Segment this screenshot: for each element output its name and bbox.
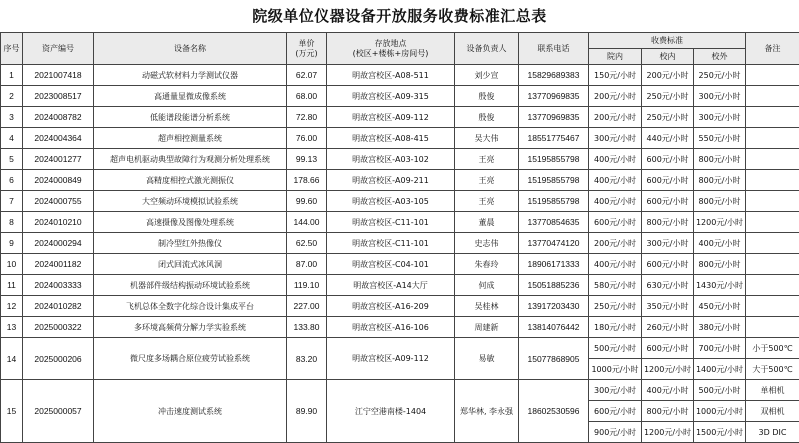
cell-price: 133.80 [287, 317, 327, 338]
cell-phone: 15195855798 [519, 191, 589, 212]
cell-price: 62.07 [287, 65, 327, 86]
cell-remark [746, 107, 799, 128]
cell-price: 72.80 [287, 107, 327, 128]
header-price: 单价 (万元) [287, 33, 327, 65]
cell-fee-inside: 200元/小时 [589, 86, 642, 107]
cell-manager: 王亮 [455, 149, 519, 170]
table-row [1, 212, 799, 233]
cell-price: 144.00 [287, 212, 327, 233]
cell-price: 99.13 [287, 149, 327, 170]
cell-fee-inside: 300元/小时 [589, 380, 642, 401]
cell-location: 明故宫校区-A03-102 [327, 149, 455, 170]
cell-fee-outside: 250元/小时 [694, 65, 746, 86]
cell-location: 明故宫校区-C11-101 [327, 233, 455, 254]
cell-remark [746, 65, 799, 86]
cell-name: 制冷型红外热像仪 [94, 233, 287, 254]
cell-phone: 15829689383 [519, 65, 589, 86]
cell-fee-outside: 800元/小时 [694, 149, 746, 170]
cell-asset-no: 2024010282 [23, 296, 94, 317]
cell-price: 227.00 [287, 296, 327, 317]
cell-seq: 3 [1, 107, 23, 128]
cell-fee-school: 600元/小时 [642, 149, 694, 170]
cell-fee-inside: 500元/小时 [589, 338, 642, 359]
cell-fee-inside: 400元/小时 [589, 191, 642, 212]
cell-manager: 王亮 [455, 191, 519, 212]
cell-manager: 吴大伟 [455, 128, 519, 149]
cell-fee-school: 250元/小时 [642, 86, 694, 107]
cell-asset-no: 2024000755 [23, 191, 94, 212]
table-row [1, 275, 799, 296]
cell-remark [746, 86, 799, 107]
cell-remark: 3D DIC [746, 422, 799, 443]
cell-phone: 18602530596 [519, 380, 589, 443]
table-body [1, 65, 799, 443]
cell-fee-school: 1200元/小时 [642, 359, 694, 380]
cell-remark [746, 254, 799, 275]
cell-seq: 2 [1, 86, 23, 107]
header-manager: 设备负责人 [455, 33, 519, 65]
cell-manager: 周建新 [455, 317, 519, 338]
cell-name: 高通量显微成像系统 [94, 86, 287, 107]
cell-seq: 13 [1, 317, 23, 338]
cell-fee-school: 800元/小时 [642, 401, 694, 422]
cell-name: 微尺度多场耦合原位疲劳试验系统 [94, 338, 287, 380]
cell-fee-inside: 580元/小时 [589, 275, 642, 296]
cell-asset-no: 2024001277 [23, 149, 94, 170]
table-row [1, 317, 799, 338]
cell-fee-inside: 400元/小时 [589, 149, 642, 170]
cell-remark [746, 275, 799, 296]
cell-fee-outside: 400元/小时 [694, 233, 746, 254]
cell-seq: 6 [1, 170, 23, 191]
cell-manager: 史志伟 [455, 233, 519, 254]
table-row [1, 128, 799, 149]
cell-price: 178.66 [287, 170, 327, 191]
cell-fee-school: 260元/小时 [642, 317, 694, 338]
cell-location: 明故宫校区-A09-112 [327, 107, 455, 128]
cell-asset-no: 2021007418 [23, 65, 94, 86]
cell-remark [746, 212, 799, 233]
cell-location: 明故宫校区-A09-315 [327, 86, 455, 107]
cell-name: 超声相控测量系统 [94, 128, 287, 149]
cell-seq: 4 [1, 128, 23, 149]
cell-fee-outside: 380元/小时 [694, 317, 746, 338]
cell-seq: 12 [1, 296, 23, 317]
cell-price: 83.20 [287, 338, 327, 380]
table-row [1, 86, 799, 107]
cell-manager: 易敏 [455, 338, 519, 380]
cell-seq: 7 [1, 191, 23, 212]
header-inside: 院内 [589, 49, 642, 65]
cell-location: 明故宫校区-A14大厅 [327, 275, 455, 296]
cell-location: 明故宫校区-A09-112 [327, 338, 455, 380]
table-row [1, 233, 799, 254]
cell-fee-outside: 800元/小时 [694, 191, 746, 212]
cell-fee-school: 1200元/小时 [642, 422, 694, 443]
cell-remark [746, 233, 799, 254]
cell-fee-outside: 700元/小时 [694, 338, 746, 359]
cell-fee-outside: 1200元/小时 [694, 212, 746, 233]
cell-remark [746, 296, 799, 317]
cell-fee-school: 440元/小时 [642, 128, 694, 149]
cell-fee-school: 600元/小时 [642, 170, 694, 191]
cell-fee-inside: 300元/小时 [589, 128, 642, 149]
cell-price: 89.90 [287, 380, 327, 443]
cell-phone: 13814076442 [519, 317, 589, 338]
cell-manager: 王亮 [455, 170, 519, 191]
cell-price: 68.00 [287, 86, 327, 107]
cell-fee-inside: 250元/小时 [589, 296, 642, 317]
cell-asset-no: 2024003333 [23, 275, 94, 296]
table-row [1, 338, 799, 359]
cell-name: 机器部件级结构振动环境试验系统 [94, 275, 287, 296]
cell-phone: 15077868905 [519, 338, 589, 380]
cell-fee-school: 350元/小时 [642, 296, 694, 317]
cell-fee-school: 600元/小时 [642, 191, 694, 212]
cell-asset-no: 2024001182 [23, 254, 94, 275]
cell-fee-inside: 200元/小时 [589, 233, 642, 254]
header-school: 校内 [642, 49, 694, 65]
cell-remark [746, 170, 799, 191]
cell-price: 62.50 [287, 233, 327, 254]
fee-table [0, 32, 799, 443]
cell-remark [746, 191, 799, 212]
cell-fee-outside: 300元/小时 [694, 86, 746, 107]
cell-fee-outside: 1000元/小时 [694, 401, 746, 422]
cell-location: 江宁空港南楼-1404 [327, 380, 455, 443]
cell-fee-inside: 150元/小时 [589, 65, 642, 86]
cell-location: 明故宫校区-A16-106 [327, 317, 455, 338]
cell-manager: 何成 [455, 275, 519, 296]
cell-manager: 刘少宣 [455, 65, 519, 86]
cell-asset-no: 2025000057 [23, 380, 94, 443]
cell-name: 超声电机驱动典型故障行为观测分析处理系统 [94, 149, 287, 170]
cell-fee-outside: 1500元/小时 [694, 422, 746, 443]
cell-asset-no: 2024010210 [23, 212, 94, 233]
cell-fee-inside: 180元/小时 [589, 317, 642, 338]
cell-phone: 15195855798 [519, 170, 589, 191]
cell-asset-no: 2025000322 [23, 317, 94, 338]
table-row [1, 254, 799, 275]
header-fee: 收费标准 [589, 33, 746, 49]
cell-seq: 5 [1, 149, 23, 170]
table-row [1, 380, 799, 401]
cell-fee-school: 630元/小时 [642, 275, 694, 296]
cell-phone: 18551775467 [519, 128, 589, 149]
cell-fee-outside: 1400元/小时 [694, 359, 746, 380]
cell-asset-no: 2023008517 [23, 86, 94, 107]
cell-name: 闭式回流式冰风洞 [94, 254, 287, 275]
cell-location: 明故宫校区-C04-101 [327, 254, 455, 275]
cell-phone: 15195855798 [519, 149, 589, 170]
cell-fee-school: 600元/小时 [642, 338, 694, 359]
cell-name: 飞机总体全数字化综合设计集成平台 [94, 296, 287, 317]
cell-remark: 小于500℃ [746, 338, 799, 359]
cell-fee-inside: 600元/小时 [589, 401, 642, 422]
cell-asset-no: 2024008782 [23, 107, 94, 128]
table-row [1, 191, 799, 212]
table-row [1, 107, 799, 128]
table-row [1, 149, 799, 170]
cell-location: 明故宫校区-A08-415 [327, 128, 455, 149]
cell-remark: 双相机 [746, 401, 799, 422]
cell-phone: 18906171333 [519, 254, 589, 275]
header-remark: 备注 [746, 33, 799, 65]
header-asset-no: 资产编号 [23, 33, 94, 65]
cell-phone: 13917203430 [519, 296, 589, 317]
cell-price: 87.00 [287, 254, 327, 275]
cell-fee-outside: 1430元/小时 [694, 275, 746, 296]
cell-seq: 1 [1, 65, 23, 86]
cell-name: 大空频动环境模拟试验系统 [94, 191, 287, 212]
cell-location: 明故宫校区-A16-209 [327, 296, 455, 317]
cell-fee-outside: 800元/小时 [694, 170, 746, 191]
cell-remark [746, 128, 799, 149]
cell-fee-school: 600元/小时 [642, 254, 694, 275]
cell-name: 多环境高频荷分解力学实验系统 [94, 317, 287, 338]
cell-seq: 11 [1, 275, 23, 296]
cell-location: 明故宫校区-A03-105 [327, 191, 455, 212]
cell-seq: 9 [1, 233, 23, 254]
cell-fee-school: 300元/小时 [642, 233, 694, 254]
cell-fee-inside: 600元/小时 [589, 212, 642, 233]
cell-name: 高精度相控式激光测振仪 [94, 170, 287, 191]
cell-fee-school: 250元/小时 [642, 107, 694, 128]
cell-manager: 吴桂林 [455, 296, 519, 317]
cell-fee-inside: 900元/小时 [589, 422, 642, 443]
cell-seq: 14 [1, 338, 23, 380]
cell-manager: 殷俊 [455, 86, 519, 107]
cell-name: 低能谱段能谱分析系统 [94, 107, 287, 128]
cell-remark: 大于500℃ [746, 359, 799, 380]
cell-asset-no: 2024004364 [23, 128, 94, 149]
cell-seq: 15 [1, 380, 23, 443]
cell-fee-inside: 400元/小时 [589, 254, 642, 275]
cell-price: 119.10 [287, 275, 327, 296]
cell-remark [746, 317, 799, 338]
cell-phone: 13770854635 [519, 212, 589, 233]
cell-fee-school: 800元/小时 [642, 212, 694, 233]
table-row [1, 65, 799, 86]
cell-manager: 董晨 [455, 212, 519, 233]
header-seq: 序号 [1, 33, 23, 65]
cell-name: 冲击速度测试系统 [94, 380, 287, 443]
table-row [1, 170, 799, 191]
cell-asset-no: 2024000849 [23, 170, 94, 191]
cell-location: 明故宫校区-C11-101 [327, 212, 455, 233]
cell-fee-outside: 450元/小时 [694, 296, 746, 317]
cell-phone: 15051885236 [519, 275, 589, 296]
cell-fee-outside: 800元/小时 [694, 254, 746, 275]
cell-asset-no: 2025000206 [23, 338, 94, 380]
cell-phone: 13770969835 [519, 107, 589, 128]
header-name: 设备名称 [94, 33, 287, 65]
cell-phone: 13770474120 [519, 233, 589, 254]
cell-location: 明故宫校区-A08-511 [327, 65, 455, 86]
cell-fee-outside: 500元/小时 [694, 380, 746, 401]
cell-price: 99.60 [287, 191, 327, 212]
cell-remark [746, 149, 799, 170]
cell-manager: 朱春玲 [455, 254, 519, 275]
cell-seq: 10 [1, 254, 23, 275]
cell-fee-school: 400元/小时 [642, 380, 694, 401]
cell-fee-inside: 1000元/小时 [589, 359, 642, 380]
cell-name: 高速摄像及图像处理系统 [94, 212, 287, 233]
cell-fee-school: 200元/小时 [642, 65, 694, 86]
page-title: 院级单位仪器设备开放服务收费标准汇总表 [0, 0, 799, 32]
table-row [1, 296, 799, 317]
cell-seq: 8 [1, 212, 23, 233]
cell-remark: 单相机 [746, 380, 799, 401]
header-outside: 校外 [694, 49, 746, 65]
cell-phone: 13770969835 [519, 86, 589, 107]
cell-location: 明故宫校区-A09-211 [327, 170, 455, 191]
header-phone: 联系电话 [519, 33, 589, 65]
cell-manager: 殷俊 [455, 107, 519, 128]
cell-manager: 郑华林, 李永强 [455, 380, 519, 443]
cell-fee-inside: 200元/小时 [589, 107, 642, 128]
cell-fee-outside: 550元/小时 [694, 128, 746, 149]
cell-fee-outside: 300元/小时 [694, 107, 746, 128]
cell-asset-no: 2024000294 [23, 233, 94, 254]
cell-fee-inside: 400元/小时 [589, 170, 642, 191]
cell-price: 76.00 [287, 128, 327, 149]
header-location: 存放地点 (校区+楼栋+房间号) [327, 33, 455, 65]
cell-name: 动磁式软材料力学测试仪器 [94, 65, 287, 86]
